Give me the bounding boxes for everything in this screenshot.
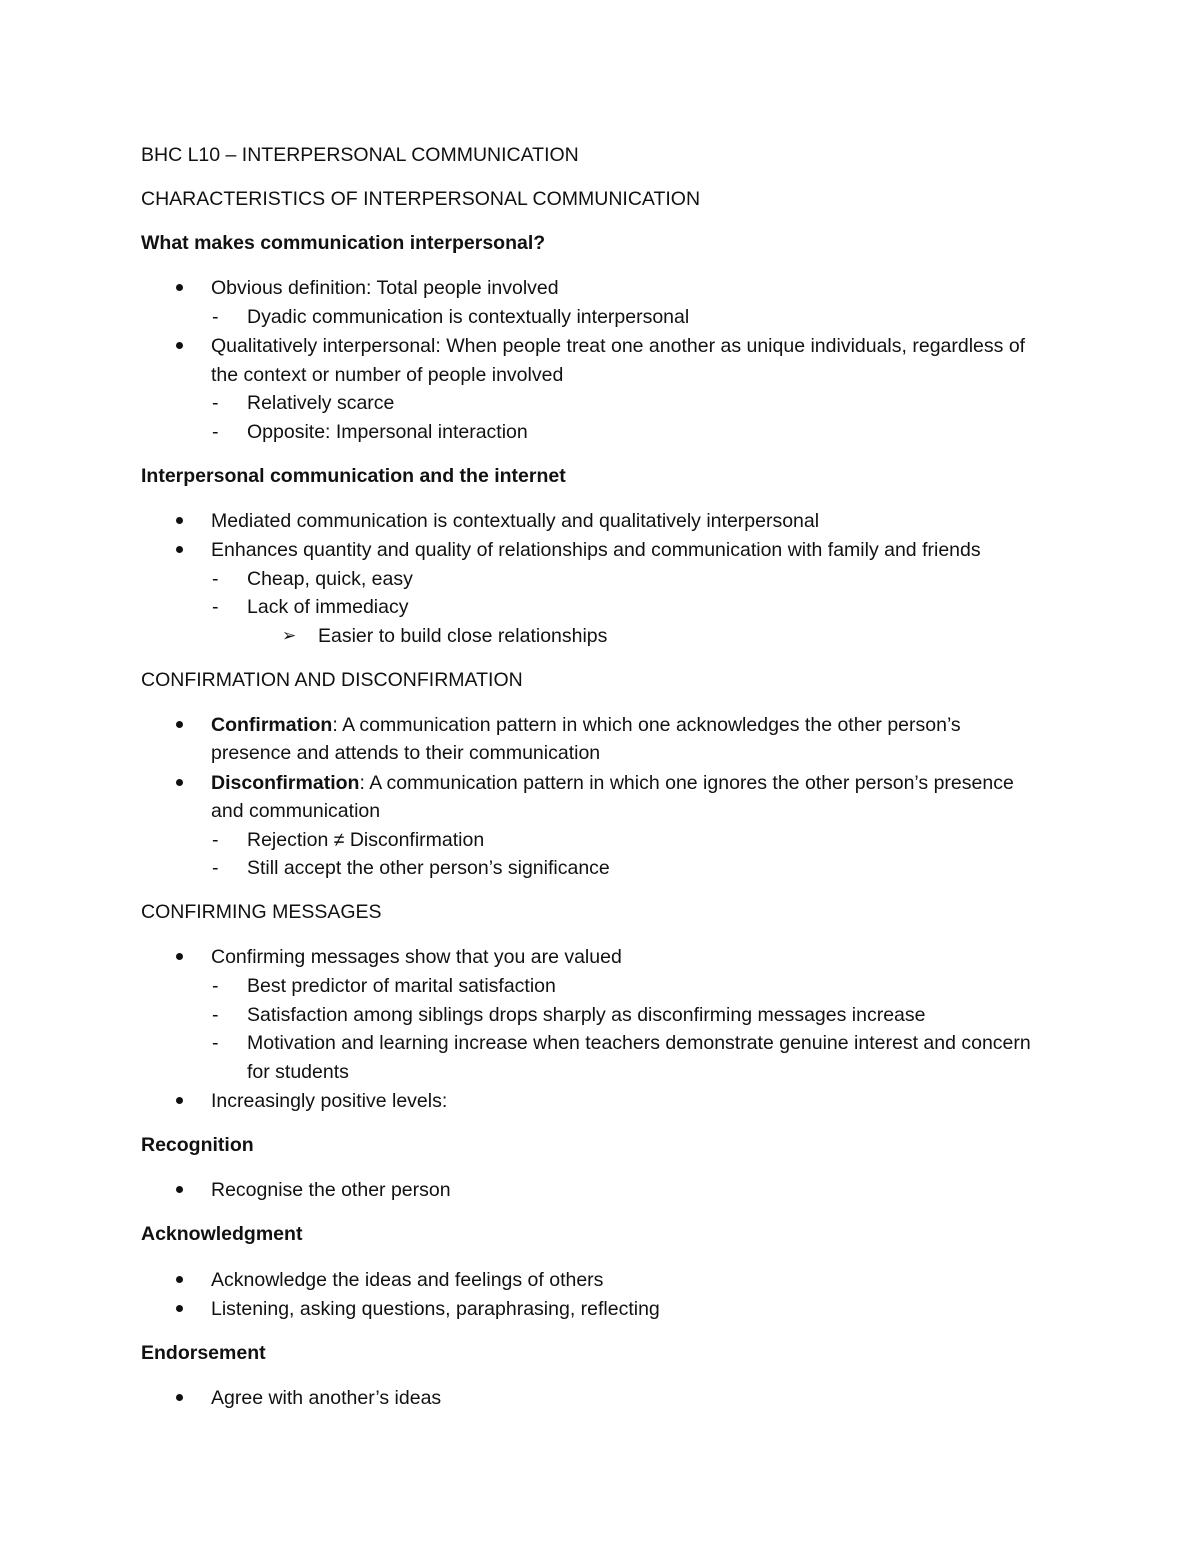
bullet-icon (176, 1276, 183, 1283)
bullet-icon (176, 546, 183, 553)
bullet-text: Acknowledge the ideas and feelings of others (211, 1269, 604, 1291)
bullet-text-continued: the context or number of people involved (211, 364, 564, 386)
bullet-text: Enhances quantity and quality of relationships and communication with family and friends (211, 539, 981, 561)
dash-item-text: Cheap, quick, easy (247, 568, 413, 590)
subheading-acknowledgment: Acknowledgment (141, 1223, 303, 1245)
bullet-icon (176, 953, 183, 960)
bullet-text: Listening, asking questions, paraphrasing, reflecting (211, 1298, 660, 1320)
bullet-text (211, 713, 961, 737)
dash-marker: - (212, 421, 219, 443)
dash-item-text-continued: for students (247, 1061, 349, 1083)
term-disconfirmation: Disconfirmation (211, 772, 360, 794)
arrow-item-text: Easier to build close relationships (318, 625, 608, 647)
bullet-icon (176, 1305, 183, 1312)
definition-text: : A communication pattern in which one ignores the other person’s presence (359, 772, 1014, 794)
dash-item-text: Motivation and learning increase when teachers demonstrate genuine interest and concern (247, 1032, 1031, 1054)
bullet-icon (176, 721, 183, 728)
dash-marker: - (212, 1004, 219, 1026)
bullet-text: Qualitatively interpersonal: When people treat one another as unique individuals, regardless of (211, 335, 1026, 357)
dash-marker: - (212, 306, 219, 328)
dash-marker: - (212, 975, 219, 997)
section-heading-confirming-messages: CONFIRMING MESSAGES (141, 901, 382, 923)
dash-marker: - (212, 568, 219, 590)
dash-item-text: Best predictor of marital satisfaction (247, 975, 556, 997)
subheading-recognition: Recognition (141, 1134, 254, 1156)
dash-item-text: Relatively scarce (247, 392, 395, 414)
dash-marker: - (212, 1032, 219, 1054)
document-title: BHC L10 – INTERPERSONAL COMMUNICATION (141, 144, 579, 166)
arrow-bullet-icon: ➢ (282, 626, 297, 645)
bullet-text: Recognise the other person (211, 1179, 451, 1201)
bullet-text: Confirming messages show that you are valued (211, 946, 622, 968)
dash-item-text: Lack of immediacy (247, 596, 409, 618)
bullet-text: Increasingly positive levels: (211, 1090, 448, 1112)
dash-marker: - (212, 392, 219, 414)
bullet-icon (176, 517, 183, 524)
dash-marker: - (212, 829, 219, 851)
bullet-icon (176, 1186, 183, 1193)
dash-item-text: Dyadic communication is contextually interpersonal (247, 306, 690, 328)
section-heading-confirmation: CONFIRMATION AND DISCONFIRMATION (141, 669, 523, 691)
bullet-icon (176, 1394, 183, 1401)
bullet-icon (176, 284, 183, 291)
bullet-icon (176, 342, 183, 349)
bullet-icon (176, 779, 183, 786)
dash-marker: - (212, 596, 219, 618)
bullet-icon (176, 1097, 183, 1104)
dash-marker: - (212, 857, 219, 879)
subheading-what-makes: What makes communication interpersonal? (141, 232, 546, 254)
bullet-text-continued: and communication (211, 800, 381, 822)
dash-item-text: Still accept the other person’s significance (247, 857, 610, 879)
subheading-internet: Interpersonal communication and the internet (141, 465, 566, 487)
dash-item-text: Opposite: Impersonal interaction (247, 421, 528, 443)
term-confirmation: Confirmation (211, 714, 333, 736)
bullet-text: Obvious definition: Total people involved (211, 277, 559, 299)
definition-text: : A communication pattern in which one acknowledges the other person’s (332, 714, 961, 736)
dash-item-text: Satisfaction among siblings drops sharply as disconfirming messages increase (247, 1004, 926, 1026)
bullet-text: Agree with another’s ideas (211, 1387, 442, 1409)
bullet-text-continued: presence and attends to their communication (211, 742, 601, 764)
bullet-text: Mediated communication is contextually and qualitatively interpersonal (211, 510, 820, 532)
section-heading-characteristics: CHARACTERISTICS OF INTERPERSONAL COMMUNICATION (141, 188, 701, 210)
dash-item-text: Rejection ≠ Disconfirmation (247, 829, 485, 851)
subheading-endorsement: Endorsement (141, 1342, 266, 1364)
bullet-text (211, 771, 1014, 795)
